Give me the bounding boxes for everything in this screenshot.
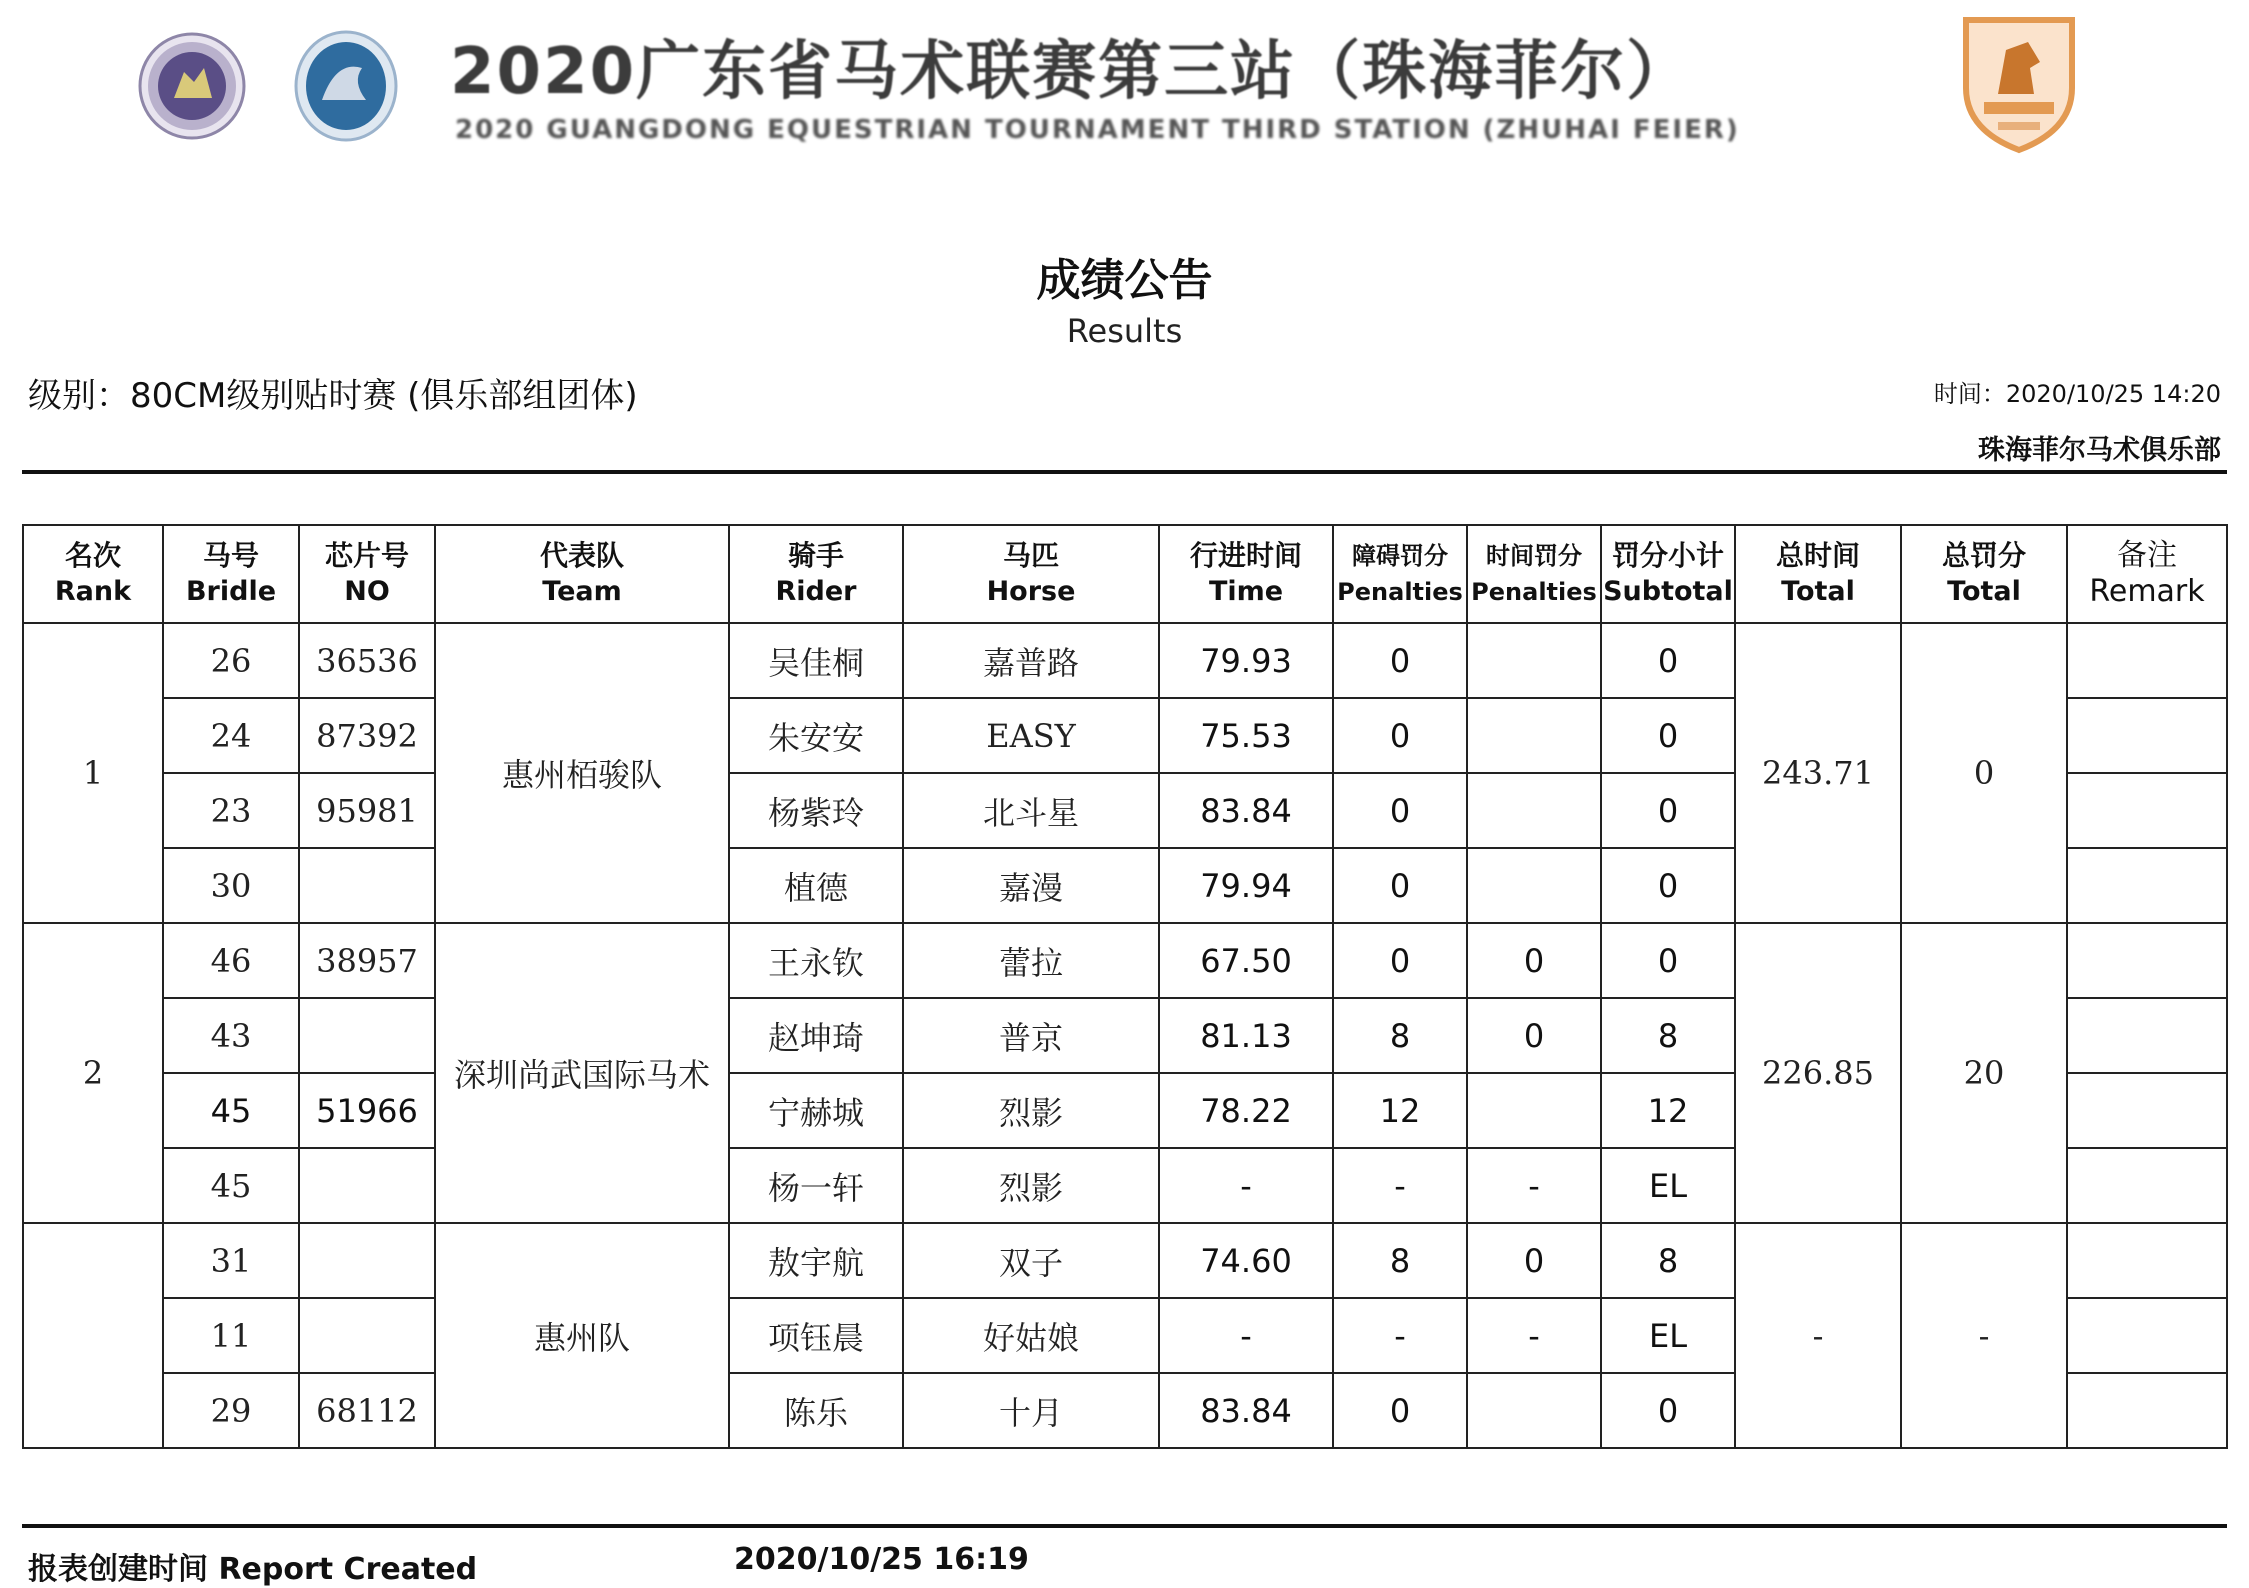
rider-cell: 杨一轩 [729,1148,903,1223]
table-row [23,623,2227,698]
club-crest-icon [1958,10,2080,156]
horse-cell: 烈影 [903,1148,1159,1223]
chip-cell: 36536 [299,623,435,698]
bridle-cell: 43 [163,998,299,1073]
subtotal-cell: 0 [1601,623,1735,698]
team-cell: 惠州栢骏队 [435,623,729,923]
total-time-cell: 226.85 [1735,923,1901,1223]
chip-cell: 51966 [299,1073,435,1148]
rank-cell [23,1223,163,1448]
subtotal-cell: 8 [1601,1223,1735,1298]
subtotal-cell: 0 [1601,1373,1735,1448]
time-penalty-cell: - [1467,1298,1601,1373]
remark-cell [2067,848,2227,923]
table-row [23,923,2227,998]
col-subtotal: 罚分小计 Subtotal [1601,525,1735,623]
time-penalty-cell [1467,623,1601,698]
competition-time: 时间：2020/10/25 14:20 [1933,380,2221,408]
obstacle-penalty-cell: 0 [1333,923,1467,998]
time-penalty-cell [1467,698,1601,773]
col-rider: 骑手 Rider [729,525,903,623]
time-penalty-cell: 0 [1467,998,1601,1073]
rider-cell: 王永钦 [729,923,903,998]
bridle-cell: 11 [163,1298,299,1373]
results-table [22,524,2228,1449]
chip-cell: 87392 [299,698,435,773]
remark-cell [2067,998,2227,1073]
time-cell: - [1159,1298,1333,1373]
chip-cell: 95981 [299,773,435,848]
competition-class: 级别：80CM级别贴时赛 (俱乐部组团体) [28,376,638,416]
rank-cell: 2 [23,923,163,1223]
horse-cell: 嘉漫 [903,848,1159,923]
time-penalty-cell: - [1467,1148,1601,1223]
bridle-cell: 29 [163,1373,299,1448]
subtotal-cell: 8 [1601,998,1735,1073]
time-cell: 75.53 [1159,698,1333,773]
rider-cell: 植德 [729,848,903,923]
host-club: 珠海菲尔马术俱乐部 [1978,435,2221,466]
rider-cell: 敖宇航 [729,1223,903,1298]
remark-cell [2067,1148,2227,1223]
subtotal-cell: 0 [1601,773,1735,848]
obstacle-penalty-cell: - [1333,1298,1467,1373]
footer-divider [22,1524,2227,1528]
table-row [23,1223,2227,1298]
time-cell: 78.22 [1159,1073,1333,1148]
time-penalty-cell [1467,1373,1601,1448]
remark-cell [2067,1298,2227,1373]
remark-cell [2067,923,2227,998]
time-penalty-cell [1467,848,1601,923]
col-horse: 马匹 Horse [903,525,1159,623]
horse-cell: 普京 [903,998,1159,1073]
bridle-cell: 31 [163,1223,299,1298]
horse-cell: 烈影 [903,1073,1159,1148]
col-obstacle-penalties: 障碍罚分 Penalties [1333,525,1467,623]
remark-cell [2067,1373,2227,1448]
rider-cell: 宁赫城 [729,1073,903,1148]
bridle-cell: 30 [163,848,299,923]
team-cell: 深圳尚武国际马术 [435,923,729,1223]
obstacle-penalty-cell: 12 [1333,1073,1467,1148]
report-created-value: 2020/10/25 16:19 [734,1542,1029,1577]
horse-cell: 蕾拉 [903,923,1159,998]
document-header [0,0,2249,160]
bridle-cell: 24 [163,698,299,773]
total-penalties-cell: - [1901,1223,2067,1448]
time-penalty-cell: 0 [1467,1223,1601,1298]
page-subtitle: Results [1066,312,1183,350]
time-penalty-cell [1467,773,1601,848]
col-rank: 名次 Rank [23,525,163,623]
subtotal-cell: 0 [1601,698,1735,773]
horse-cell: 好姑娘 [903,1298,1159,1373]
obstacle-penalty-cell: 0 [1333,848,1467,923]
chip-cell [299,1298,435,1373]
time-cell: 74.60 [1159,1223,1333,1298]
subtotal-cell: 0 [1601,923,1735,998]
obstacle-penalty-cell: 0 [1333,1373,1467,1448]
bridle-cell: 26 [163,623,299,698]
obstacle-penalty-cell: - [1333,1148,1467,1223]
total-time-cell: - [1735,1223,1901,1448]
time-cell: 81.13 [1159,998,1333,1073]
subtotal-cell: EL [1601,1298,1735,1373]
banner-subtitle: 2020 GUANGDONG EQUESTRIAN TOURNAMENT THIRD STATION (ZHUHAI FEIER) [455,115,1740,145]
col-chip-no: 芯片号 NO [299,525,435,623]
col-total-time: 总时间 Total [1735,525,1901,623]
remark-cell [2067,698,2227,773]
bridle-cell: 46 [163,923,299,998]
time-cell: 67.50 [1159,923,1333,998]
obstacle-penalty-cell: 8 [1333,998,1467,1073]
time-cell: 79.94 [1159,848,1333,923]
remark-cell [2067,623,2227,698]
bridle-cell: 45 [163,1148,299,1223]
rider-cell: 朱安安 [729,698,903,773]
federation-logo-icon [138,32,246,140]
col-remark: 备注 Remark [2067,525,2227,623]
chip-cell [299,848,435,923]
rider-cell: 项钰晨 [729,1298,903,1373]
page-title: 成绩公告 [1036,255,1213,306]
col-time: 行进时间 Time [1159,525,1333,623]
time-cell: 79.93 [1159,623,1333,698]
subtotal-cell: 0 [1601,848,1735,923]
col-bridle: 马号 Bridle [163,525,299,623]
horse-cell: 嘉普路 [903,623,1159,698]
association-logo-icon [292,30,400,142]
time-penalty-cell [1467,1073,1601,1148]
remark-cell [2067,1223,2227,1298]
table-header-row [23,525,2227,623]
horse-cell: 十月 [903,1373,1159,1448]
total-time-cell: 243.71 [1735,623,1901,923]
col-team: 代表队 Team [435,525,729,623]
obstacle-penalty-cell: 8 [1333,1223,1467,1298]
obstacle-penalty-cell: 0 [1333,773,1467,848]
remark-cell [2067,1073,2227,1148]
rider-cell: 陈乐 [729,1373,903,1448]
rider-cell: 赵坤琦 [729,998,903,1073]
rider-cell: 吴佳桐 [729,623,903,698]
chip-cell [299,1223,435,1298]
time-cell: - [1159,1148,1333,1223]
remark-cell [2067,773,2227,848]
horse-cell: EASY [903,698,1159,773]
chip-cell: 68112 [299,1373,435,1448]
chip-cell [299,1148,435,1223]
banner-title: 2020广东省马术联赛第三站（珠海菲尔） [450,35,1693,109]
obstacle-penalty-cell: 0 [1333,698,1467,773]
header-divider [22,470,2227,474]
obstacle-penalty-cell: 0 [1333,623,1467,698]
bridle-cell: 23 [163,773,299,848]
bridle-cell: 45 [163,1073,299,1148]
rider-cell: 杨紫玲 [729,773,903,848]
time-cell: 83.84 [1159,1373,1333,1448]
horse-cell: 北斗星 [903,773,1159,848]
report-created-label: 报表创建时间 Report Created [28,1552,478,1587]
col-total-penalties: 总罚分 Total [1901,525,2067,623]
time-penalty-cell: 0 [1467,923,1601,998]
rank-cell: 1 [23,623,163,923]
col-time-penalties: 时间罚分 Penalties [1467,525,1601,623]
time-cell: 83.84 [1159,773,1333,848]
subtotal-cell: 12 [1601,1073,1735,1148]
total-penalties-cell: 20 [1901,923,2067,1223]
team-cell: 惠州队 [435,1223,729,1448]
horse-cell: 双子 [903,1223,1159,1298]
total-penalties-cell: 0 [1901,623,2067,923]
chip-cell [299,998,435,1073]
chip-cell: 38957 [299,923,435,998]
subtotal-cell: EL [1601,1148,1735,1223]
